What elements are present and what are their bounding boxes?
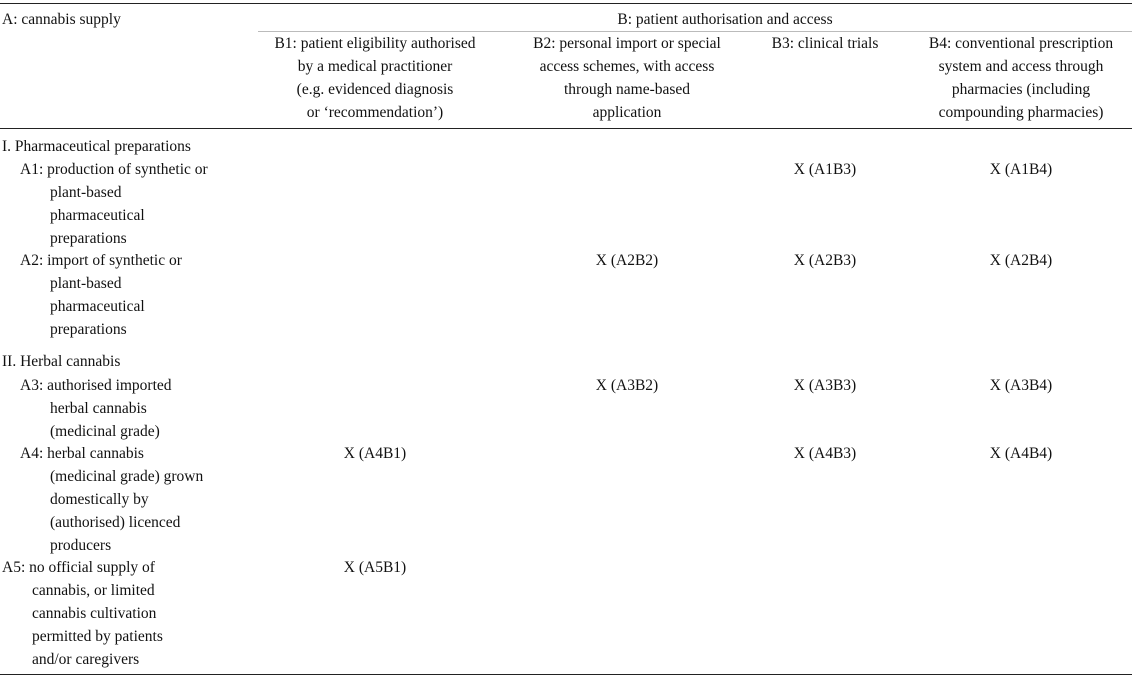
cell-a2-b2: X (A2B2) bbox=[595, 252, 659, 269]
header-b2: B2: personal import or special access schemes, with access through name-based application bbox=[533, 35, 721, 121]
row-label-a1: A1: production of synthetic or plant-based pharmaceutical preparations bbox=[20, 161, 208, 247]
cell-a4-b3: X (A4B3) bbox=[793, 445, 857, 462]
header-col-a: A: cannabis supply bbox=[2, 11, 121, 28]
header-b1: B1: patient eligibility authorised by a medical practitioner (e.g. evidenced diagnosis or ‘recommendation’) bbox=[274, 35, 476, 121]
header-group-b: B: patient authorisation and access bbox=[617, 11, 833, 28]
cell-a3-b4: X (A3B4) bbox=[989, 377, 1053, 394]
cell-a3-b2: X (A3B2) bbox=[595, 377, 659, 394]
cell-a5-b1: X (A5B1) bbox=[343, 559, 407, 576]
section-title-herbal: II. Herbal cannabis bbox=[2, 353, 121, 370]
cell-a3-b3: X (A3B3) bbox=[793, 377, 857, 394]
header-b4: B4: conventional prescription system and access through pharmacies (including compounding pharmacies) bbox=[928, 35, 1114, 121]
header-bottom-rule bbox=[0, 128, 1132, 129]
cell-a4-b4: X (A4B4) bbox=[989, 445, 1053, 462]
cell-a1-b4: X (A1B4) bbox=[989, 161, 1053, 178]
section-title-pharmaceutical: I. Pharmaceutical preparations bbox=[2, 138, 191, 155]
table-top-rule bbox=[0, 3, 1132, 4]
row-label-a4: A4: herbal cannabis (medicinal grade) grown domestically by (authorised) licenced producers bbox=[20, 445, 204, 554]
row-label-a5: A5: no official supply of cannabis, or limited cannabis cultivation permitted by patients and/or caregivers bbox=[2, 559, 163, 668]
header-b3: B3: clinical trials bbox=[771, 35, 879, 52]
row-label-a2: A2: import of synthetic or plant-based pharmaceutical preparations bbox=[20, 252, 182, 338]
cell-a4-b1: X (A4B1) bbox=[343, 445, 407, 462]
cell-a2-b3: X (A2B3) bbox=[793, 252, 857, 269]
row-label-a3: A3: authorised imported herbal cannabis (medicinal grade) bbox=[20, 377, 172, 440]
cell-a2-b4: X (A2B4) bbox=[989, 252, 1053, 269]
table-bottom-rule bbox=[0, 674, 1132, 675]
cell-a1-b3: X (A1B3) bbox=[793, 161, 857, 178]
